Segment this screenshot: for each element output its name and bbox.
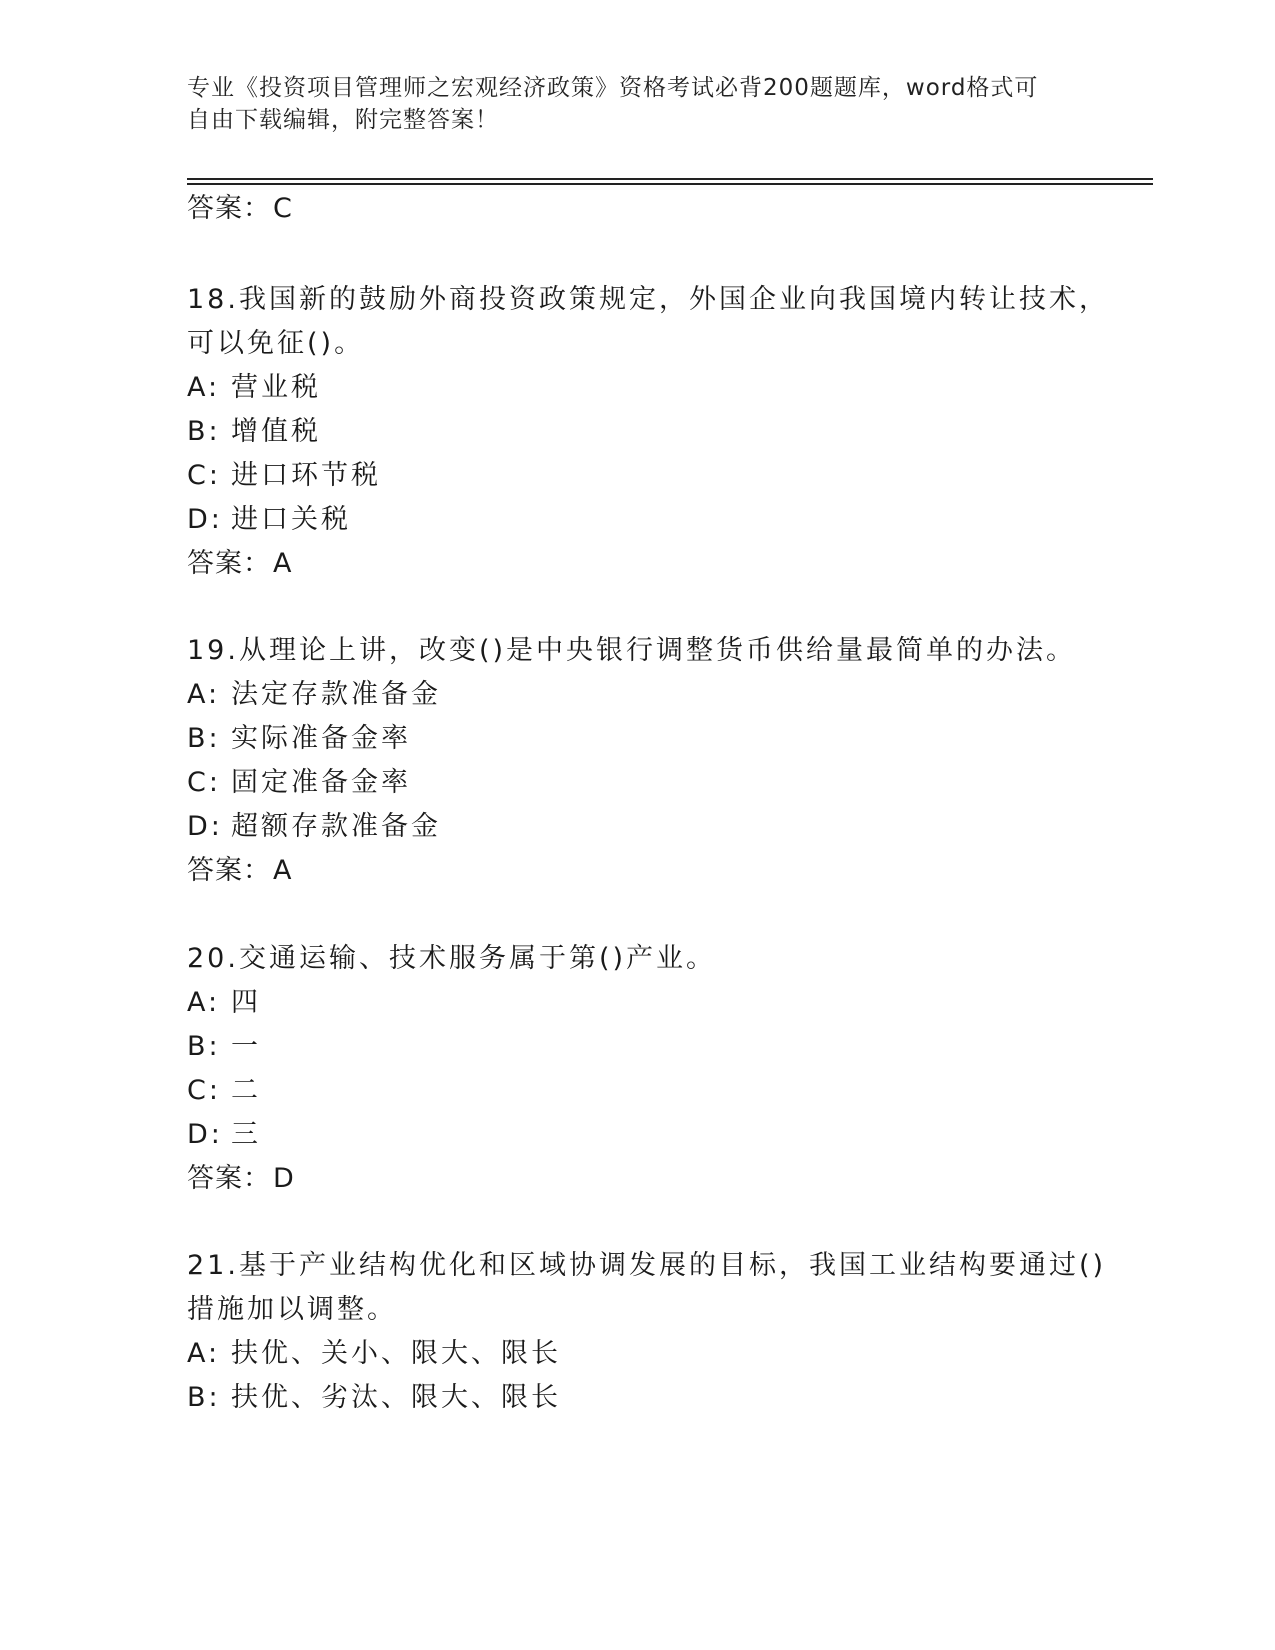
answer-label: 答案： (187, 193, 271, 224)
option-letter: C: (187, 1075, 221, 1106)
option-letter: A: (187, 679, 221, 710)
option-text: 扶优、劣汰、限大、限长 (231, 1382, 561, 1413)
option-c (187, 458, 381, 494)
option-b (187, 721, 411, 757)
answer-line (187, 853, 292, 889)
option-text: 法定存款准备金 (231, 679, 441, 710)
option-b (187, 414, 321, 450)
option-letter: A: (187, 1338, 221, 1369)
option-text: 超额存款准备金 (231, 811, 441, 842)
option-c (187, 1073, 261, 1109)
header-title-line-1: 专业《投资项目管理师之宏观经济政策》资格考试必背200题题库，word格式可 (187, 75, 1039, 101)
answer-value: A (273, 855, 293, 886)
option-a (187, 677, 441, 713)
option-text: 四 (231, 987, 261, 1018)
header-title-line-2: 自由下载编辑，附完整答案！ (187, 107, 499, 133)
option-text: 增值税 (231, 416, 321, 447)
option-b (187, 1029, 261, 1065)
question-stem: 21.基于产业结构优化和区域协调发展的目标，我国工业结构要通过() (187, 1250, 1107, 1281)
option-letter: A: (187, 372, 221, 403)
option-letter: A: (187, 987, 221, 1018)
option-a (187, 1336, 561, 1372)
option-d (187, 502, 351, 538)
option-a (187, 985, 261, 1021)
option-c (187, 765, 411, 801)
option-d (187, 809, 441, 845)
option-text: 固定准备金率 (231, 767, 411, 798)
option-letter: B: (187, 1031, 221, 1062)
header-divider-top (187, 178, 1153, 180)
option-letter: D: (187, 1119, 223, 1150)
answer-value: A (273, 548, 293, 579)
option-letter: D: (187, 504, 223, 535)
option-text: 三 (231, 1119, 261, 1150)
answer-line (187, 1161, 295, 1197)
answer-label: 答案： (187, 1163, 271, 1194)
header-divider-bottom (187, 183, 1153, 185)
option-a (187, 370, 321, 406)
answer-value: D (273, 1163, 295, 1194)
answer-line (187, 191, 293, 227)
option-letter: D: (187, 811, 223, 842)
answer-value: C (273, 193, 293, 224)
option-text: 实际准备金率 (231, 723, 411, 754)
option-d (187, 1117, 261, 1153)
option-text: 营业税 (231, 372, 321, 403)
option-b (187, 1380, 561, 1416)
answer-line (187, 546, 292, 582)
option-letter: B: (187, 416, 221, 447)
option-text: 扶优、关小、限大、限长 (231, 1338, 561, 1369)
option-letter: C: (187, 460, 221, 491)
option-letter: C: (187, 767, 221, 798)
answer-label: 答案： (187, 855, 271, 886)
page-header (187, 72, 1087, 136)
option-letter: B: (187, 1382, 221, 1413)
question-stem: 19.从理论上讲，改变()是中央银行调整货币供给量最简单的办法。 (187, 635, 1077, 666)
question-stem: 20.交通运输、技术服务属于第()产业。 (187, 943, 717, 974)
option-text: 进口环节税 (231, 460, 381, 491)
question-stem: 18.我国新的鼓励外商投资政策规定，外国企业向我国境内转让技术， (187, 284, 1109, 315)
option-text: 一 (231, 1031, 261, 1062)
question-stem-continued: 可以免征()。 (187, 328, 365, 359)
answer-label: 答案： (187, 548, 271, 579)
option-letter: B: (187, 723, 221, 754)
question-stem-continued: 措施加以调整。 (187, 1294, 397, 1325)
option-text: 二 (231, 1075, 261, 1106)
option-text: 进口关税 (231, 504, 351, 535)
